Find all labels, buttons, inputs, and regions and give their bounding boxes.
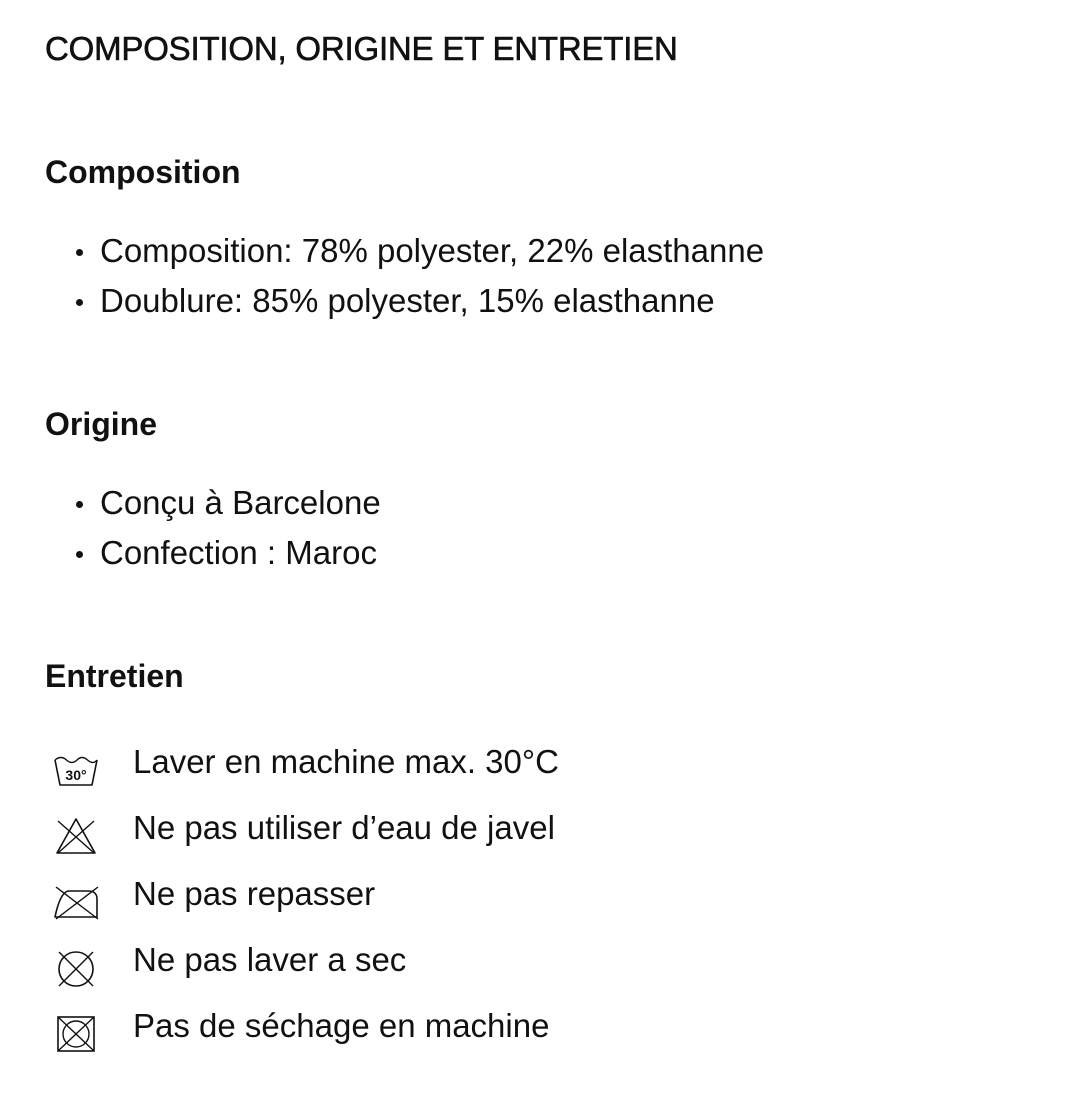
list-item: Confection : Maroc <box>45 528 381 578</box>
origine-heading: Origine <box>45 406 158 442</box>
care-label: Ne pas laver a sec <box>133 941 407 978</box>
care-label: Laver en machine max. 30°C <box>133 743 559 780</box>
machine-wash-30-icon <box>52 749 100 791</box>
do-not-dry-clean-icon <box>52 947 100 989</box>
care-label: Pas de séchage en machine <box>133 1007 550 1044</box>
list-item: Conçu à Barcelone <box>45 478 381 528</box>
care-label: Ne pas utiliser d’eau de javel <box>133 809 555 846</box>
page-title: COMPOSITION, ORIGINE ET ENTRETIEN <box>45 30 678 67</box>
composition-heading: Composition <box>45 154 241 190</box>
care-label: Ne pas repasser <box>133 875 376 912</box>
do-not-tumble-dry-icon <box>52 1013 100 1055</box>
list-item: Composition: 78% polyester, 22% elasthanne <box>45 226 764 276</box>
do-not-bleach-icon <box>52 815 100 857</box>
do-not-iron-icon <box>52 881 100 923</box>
origine-list <box>45 478 381 578</box>
composition-list <box>45 226 764 326</box>
entretien-heading: Entretien <box>45 658 184 694</box>
list-item: Doublure: 85% polyester, 15% elasthanne <box>45 276 764 326</box>
wash-temp-label: 30° <box>65 767 87 783</box>
